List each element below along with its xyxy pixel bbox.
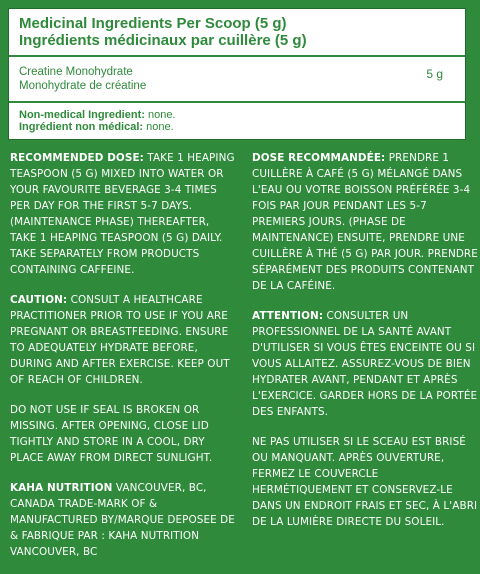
- ingredient-name-en: Creatine Monohydrate: [19, 66, 133, 78]
- dose-label-fr: DOSE RECOMMANDÉE:: [252, 152, 386, 164]
- ingredient-amount: 5 g: [426, 67, 443, 81]
- french-column: [252, 150, 478, 544]
- caution-text-en: CONSULT A HEALTHCARE PRACTITIONER PRIOR TO USE IF YOU ARE PREGNANT OR BREASTFEEDING. ENSURE TO ADEQUATELY HYDRATE BEFORE, DURING AND AFTER EXERCISE. KEEP OUT OF REACH OF CHILDREN.: [10, 294, 230, 386]
- ingredient-name-fr: Monohydrate de créatine: [19, 80, 147, 92]
- nonmed-fr-label: Ingrédient non médical:: [19, 121, 144, 133]
- attention-fr: [252, 308, 478, 420]
- non-medical-ingredients: [9, 103, 465, 139]
- attention-label-fr: ATTENTION:: [252, 310, 324, 322]
- nonmed-en-value: none.: [144, 109, 176, 121]
- brand-label: KAHA NUTRITION: [10, 482, 113, 494]
- panel-title-fr: Ingrédients médicinaux par cuillère (5 g): [19, 32, 307, 49]
- panel-header: [9, 9, 465, 57]
- brand-info: [10, 480, 236, 560]
- attention-text-fr: CONSULTER UN PROFESSIONNEL DE LA SANTÉ AVANT D'UTILISER SI VOUS ÊTES ENCEINTE OU SI VOUS ALLAITEZ. ASSUREZ-VOUS DE BIEN HYDRATER AVANT, PENDANT ET APRÈS L'EXERCICE. GARDER HORS DE LA PORTÉE DES ENFANTS.: [252, 310, 478, 418]
- seal-warning-en: DO NOT USE IF SEAL IS BROKEN OR MISSING. AFTER OPENING, CLOSE LID TIGHTLY AND STORE IN A COOL, DRY PLACE AWAY FROM DIRECT SUNLIGHT.: [10, 404, 213, 464]
- nonmed-en-label: Non-medical Ingredient:: [19, 109, 145, 121]
- english-column: [10, 150, 236, 574]
- ingredient-row: [9, 57, 465, 103]
- medicinal-ingredients-panel: [8, 8, 466, 140]
- dose-label-en: RECOMMENDED DOSE:: [10, 152, 144, 164]
- panel-title-en: Medicinal Ingredients Per Scoop (5 g): [19, 15, 287, 32]
- seal-warning-fr: NE PAS UTILISER SI LE SCEAU EST BRISÉ OU MANQUANT. APRÈS OUVERTURE, FERMEZ LE COUVERCLE HERMÉTIQUEMENT ET CONSERVEZ-LE DANS UN ENDROIT FRAIS ET SEC, À L'ABRI DE LA LUMIÈRE DIRECTE DU SOLEIL.: [252, 436, 478, 528]
- brand-text: VANCOUVER, BC, CANADA TRADE-MARK OF & MANUFACTURED BY/MARQUE DEPOSEE DE & FABRIQUE PAR : KAHA NUTRITION VANCOUVER, BC: [10, 482, 235, 558]
- dose-text-en: TAKE 1 HEAPING TEASPOON (5 G) MIXED INTO WATER OR YOUR FAVOURITE BEVERAGE 3-4 TIMES PER DAY FOR THE FIRST 5-7 DAYS. (MAINTENANCE PHASE) THEREAFTER, TAKE 1 HEAPING TEASPOON (5 G) DAILY. TAKE SEPARATELY FROM PRODUCTS CONTAINING CAFFEINE.: [10, 152, 235, 276]
- recommended-dose-fr: [252, 150, 478, 294]
- nonmed-fr-value: none.: [143, 121, 174, 133]
- caution-label-en: CAUTION:: [10, 294, 68, 306]
- dose-text-fr: PRENDRE 1 CUILLÈRE À CAFÉ (5 G) MÉLANGÉ DANS L'EAU OU VOTRE BOISSON PRÉFÉRÉE 3-4 FOIS PAR JOUR PENDANT LES 5-7 PREMIERS JOURS. (PHASE DE MAINTENANCE) ENSUITE, PRENDRE UNE CUILLÈRE À THÉ (5 G) PAR JOUR. PRENDRE SÉPARÉMENT DES PRODUITS CONTENANT DE LA CAFÉINE.: [252, 152, 478, 292]
- caution-en: [10, 292, 236, 388]
- recommended-dose-en: [10, 150, 236, 278]
